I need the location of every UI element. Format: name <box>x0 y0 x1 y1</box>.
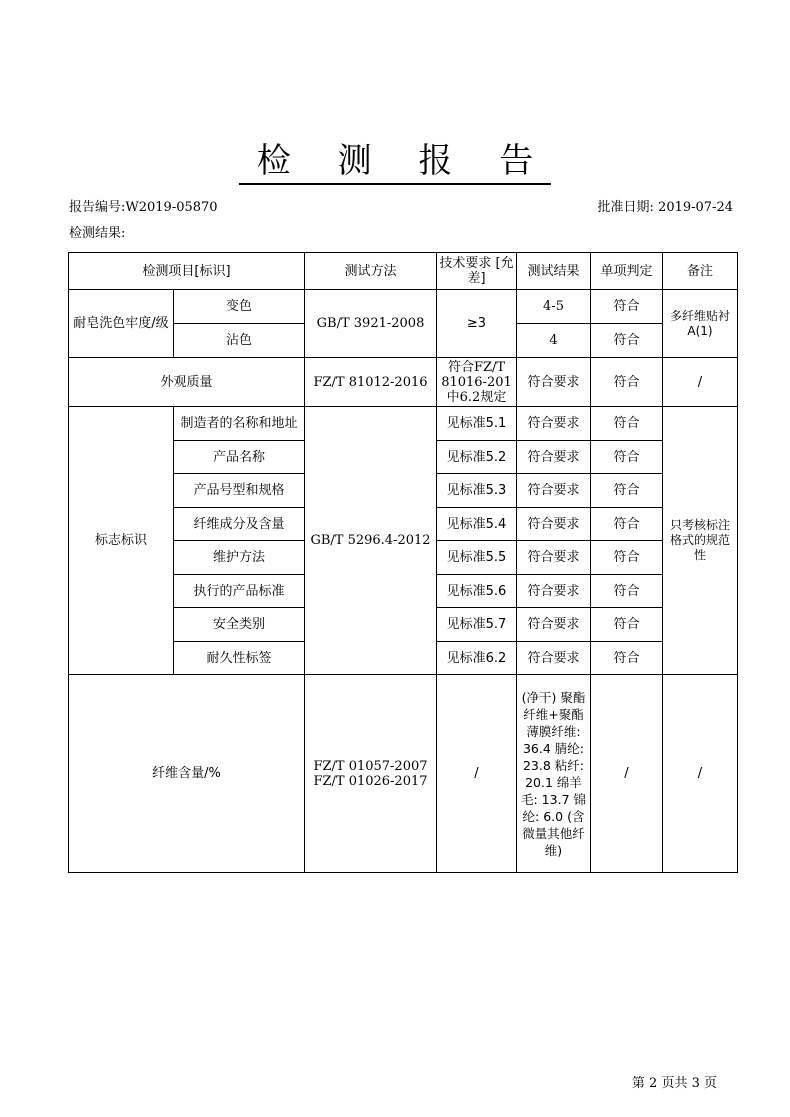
labeling-sub: 制造者的名称和地址 <box>174 407 305 441</box>
labeling-judgement: 符合 <box>591 541 663 575</box>
labeling-sub: 产品名称 <box>174 441 305 474</box>
appearance-result: 符合要求 <box>517 358 591 407</box>
fiber-item: 纤维含量/% <box>69 675 305 873</box>
appearance-requirement: 符合FZ/T 81016-201 中6.2规定 <box>437 358 517 407</box>
report-number: 报告编号:W2019-05870 <box>69 200 218 215</box>
fiber-result: (净干) 聚酯纤维+聚酯薄膜纤维: 36.4 腈纶: 23.8 粘纤: 20.1 绵羊毛: 13.7 锦纶: 6.0 (含微量其他纤维) <box>517 675 591 873</box>
table-row <box>69 358 738 407</box>
results-table <box>68 252 738 873</box>
labeling-result: 符合要求 <box>517 474 591 508</box>
labeling-requirement: 见标准5.6 <box>437 575 517 608</box>
fiber-method-1: FZ/T 01057-2007 <box>313 758 428 774</box>
fiber-judgement: / <box>591 675 663 873</box>
labeling-item: 标志标识 <box>69 407 174 675</box>
labeling-judgement: 符合 <box>591 642 663 675</box>
soap-wash-judgement: 符合 <box>591 324 663 358</box>
header-remark: 备注 <box>663 253 738 290</box>
appearance-method: FZ/T 81012-2016 <box>305 358 437 407</box>
results-label: 检测结果: <box>69 226 126 241</box>
labeling-requirement: 见标准5.3 <box>437 474 517 508</box>
labeling-remark: 只考核标注格式的规范性 <box>663 407 738 675</box>
soap-wash-sub: 变色 <box>174 290 305 324</box>
appearance-judgement: 符合 <box>591 358 663 407</box>
labeling-result: 符合要求 <box>517 642 591 675</box>
labeling-sub: 纤维成分及含量 <box>174 508 305 541</box>
labeling-result: 符合要求 <box>517 407 591 441</box>
labeling-judgement: 符合 <box>591 575 663 608</box>
table-row <box>69 407 738 441</box>
labeling-judgement: 符合 <box>591 474 663 508</box>
labeling-requirement: 见标准5.4 <box>437 508 517 541</box>
approval-date: 批准日期: 2019-07-24 <box>597 200 733 215</box>
header-row <box>69 253 738 290</box>
page-title <box>0 133 790 182</box>
labeling-method: GB/T 5296.4-2012 <box>305 407 437 675</box>
soap-wash-remark: 多纤维贴衬 A(1) <box>663 290 738 358</box>
table-row <box>69 290 738 324</box>
labeling-result: 符合要求 <box>517 541 591 575</box>
labeling-sub: 维护方法 <box>174 541 305 575</box>
fiber-method-2: FZ/T 01026-2017 <box>313 773 428 789</box>
labeling-requirement: 见标准5.2 <box>437 441 517 474</box>
labeling-requirement: 见标准5.1 <box>437 407 517 441</box>
labeling-judgement: 符合 <box>591 608 663 642</box>
fiber-method <box>305 675 437 873</box>
header-requirement: 技术要求 [允差] <box>437 253 517 290</box>
header-item: 检测项目[标识] <box>69 253 305 290</box>
labeling-sub: 耐久性标签 <box>174 642 305 675</box>
labeling-requirement: 见标准6.2 <box>437 642 517 675</box>
labeling-sub: 执行的产品标准 <box>174 575 305 608</box>
table-row <box>69 675 738 873</box>
header-result: 测试结果 <box>517 253 591 290</box>
page-title-text: 检 测 报 告 <box>239 141 551 185</box>
labeling-requirement: 见标准5.7 <box>437 608 517 642</box>
appearance-remark: / <box>663 358 738 407</box>
labeling-requirement: 见标准5.5 <box>437 541 517 575</box>
labeling-result: 符合要求 <box>517 608 591 642</box>
labeling-result: 符合要求 <box>517 508 591 541</box>
labeling-sub: 安全类别 <box>174 608 305 642</box>
soap-wash-requirement: ≥3 <box>437 290 517 358</box>
labeling-judgement: 符合 <box>591 441 663 474</box>
soap-wash-result: 4-5 <box>517 290 591 324</box>
soap-wash-sub: 沾色 <box>174 324 305 358</box>
labeling-result: 符合要求 <box>517 441 591 474</box>
header-method: 测试方法 <box>305 253 437 290</box>
soap-wash-judgement: 符合 <box>591 290 663 324</box>
labeling-sub: 产品号型和规格 <box>174 474 305 508</box>
labeling-judgement: 符合 <box>591 407 663 441</box>
soap-wash-result: 4 <box>517 324 591 358</box>
soap-wash-method: GB/T 3921-2008 <box>305 290 437 358</box>
appearance-item: 外观质量 <box>69 358 305 407</box>
labeling-judgement: 符合 <box>591 508 663 541</box>
labeling-result: 符合要求 <box>517 575 591 608</box>
fiber-requirement: / <box>437 675 517 873</box>
page-number: 第 2 页共 3 页 <box>631 1076 717 1091</box>
fiber-remark: / <box>663 675 738 873</box>
soap-wash-item: 耐皂洗色牢度/级 <box>69 290 174 358</box>
header-judgement: 单项判定 <box>591 253 663 290</box>
